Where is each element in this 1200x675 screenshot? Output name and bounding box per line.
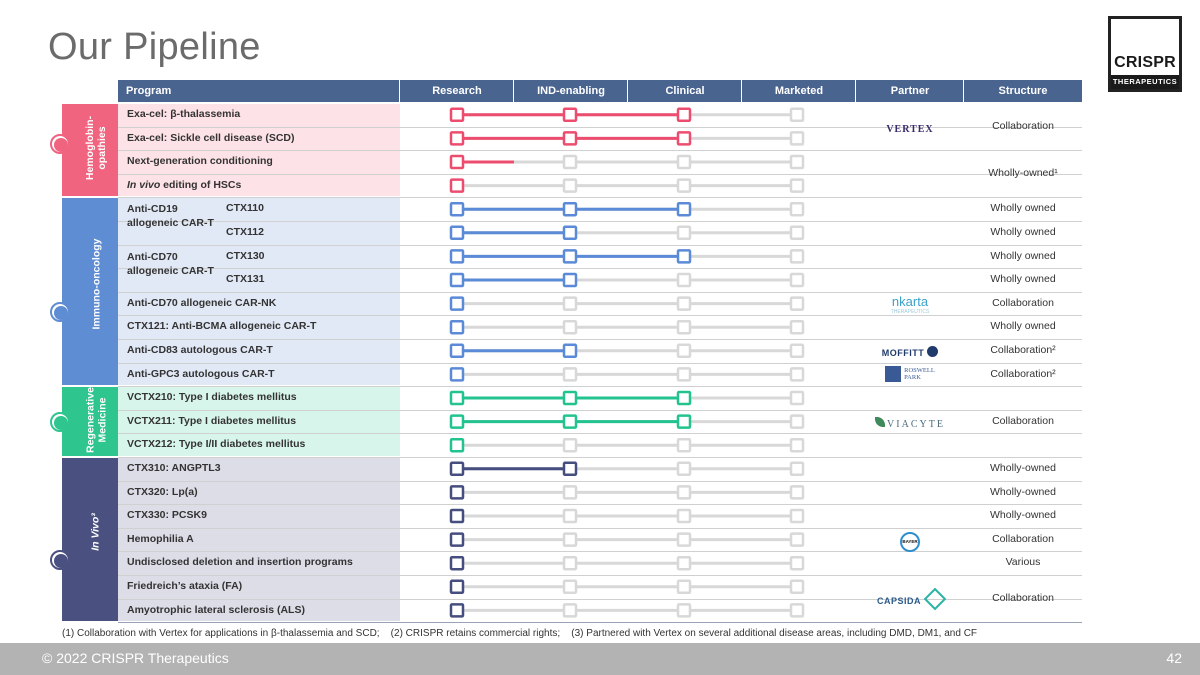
- stage-marker: [678, 510, 690, 522]
- stage-marker: [791, 486, 803, 498]
- stage-marker: [678, 321, 690, 333]
- stage-marker: [791, 321, 803, 333]
- stage-marker: [564, 486, 576, 498]
- roswell-wordmark-line: ROSWELL: [904, 367, 935, 375]
- stage-marker: [791, 203, 803, 215]
- stage-marker: [791, 392, 803, 404]
- stage-marker: [451, 368, 463, 380]
- structure-cell: Wholly-owned: [990, 485, 1056, 498]
- stage-marker: [791, 345, 803, 357]
- stage-marker: [678, 345, 690, 357]
- capsida-emblem: [924, 588, 947, 611]
- page-number: 42: [1166, 650, 1182, 666]
- stage-marker: [451, 486, 463, 498]
- structure-cell-merged: Wholly-owned¹: [988, 166, 1058, 179]
- roswell-wordmark: [904, 367, 935, 381]
- stage-marker: [451, 557, 463, 569]
- stage-marker: [678, 156, 690, 168]
- vertex-logo: [856, 119, 964, 137]
- stage-marker: [564, 510, 576, 522]
- nkarta-logo: [856, 293, 964, 315]
- capsida-logo: [856, 591, 964, 609]
- program-group-label: allogeneic CAR-T: [127, 264, 214, 277]
- stage-marker: [791, 510, 803, 522]
- stage-marker: [564, 604, 576, 616]
- stage-marker: [791, 416, 803, 428]
- moffitt-emblem: [927, 346, 938, 357]
- stage-marker: [564, 180, 576, 192]
- structure-cell: Various: [1005, 556, 1041, 569]
- stage-marker: [564, 439, 576, 451]
- copyright: © 2022 CRISPR Therapeutics: [42, 650, 229, 666]
- program-name: Anti-GPC3 autologous CAR-T: [127, 367, 275, 380]
- stage-marker: [791, 298, 803, 310]
- stage-marker: [791, 557, 803, 569]
- stage-marker: [791, 250, 803, 262]
- stage-marker: [451, 227, 463, 239]
- stage-marker: [678, 534, 690, 546]
- program-name: In vivo editing of HSCs: [127, 178, 242, 191]
- stage-marker: [791, 274, 803, 286]
- program-name: VCTX211: Type I diabetes mellitus: [127, 414, 297, 427]
- program-name: CTX130: [226, 249, 265, 262]
- stage-marker: [791, 439, 803, 451]
- program-name: CTX131: [226, 273, 265, 286]
- program-name: Friedreich’s ataxia (FA): [127, 580, 243, 592]
- stage-marker: [451, 345, 463, 357]
- moffitt-logo-text: MOFFITT: [881, 347, 925, 358]
- stage-marker: [451, 109, 463, 121]
- program-name: CTX310: ANGPTL3: [127, 462, 221, 474]
- stage-marker: [451, 321, 463, 333]
- header-marketed: Marketed: [774, 85, 824, 97]
- stage-marker: [678, 439, 690, 451]
- program-group-label: Anti-CD70: [127, 250, 178, 263]
- stage-marker: [564, 156, 576, 168]
- stage-marker: [451, 604, 463, 616]
- stage-marker: [451, 581, 463, 593]
- header-clinical: Clinical: [665, 85, 705, 97]
- stage-marker: [564, 416, 576, 428]
- structure-cell: Wholly-owned: [990, 509, 1056, 522]
- structure-cell-merged: Collaboration: [992, 591, 1054, 604]
- program-name: CTX110: [226, 202, 264, 215]
- stage-marker: [564, 392, 576, 404]
- moffitt-logo: [856, 343, 964, 361]
- stage-marker: [564, 534, 576, 546]
- program-name: Exa-cel: Sickle cell disease (SCD): [127, 131, 295, 144]
- stage-marker: [791, 227, 803, 239]
- category-label-line2: opathies: [96, 126, 109, 170]
- stage-marker: [564, 274, 576, 286]
- category-label-line2: Medicine: [96, 397, 109, 443]
- structure-cell: Collaboration: [992, 296, 1054, 309]
- stage-marker: [678, 557, 690, 569]
- program-group-label: Anti-CD19: [127, 203, 178, 216]
- stage-marker: [791, 180, 803, 192]
- category-label-line1: Regenerative: [84, 386, 97, 453]
- stage-marker: [791, 368, 803, 380]
- viacyte-logo-text: VIACYTE: [887, 418, 945, 430]
- stage-marker: [678, 109, 690, 121]
- stage-marker: [564, 345, 576, 357]
- stage-marker: [791, 604, 803, 616]
- stage-marker: [451, 298, 463, 310]
- program-name: CTX112: [226, 226, 264, 238]
- stage-marker: [451, 463, 463, 475]
- header-program: Program: [126, 85, 172, 97]
- stage-marker: [451, 510, 463, 522]
- structure-cell: Wholly owned: [990, 320, 1056, 333]
- stage-marker: [564, 250, 576, 262]
- header-ind-enabling: IND-enabling: [537, 85, 605, 97]
- stage-marker: [451, 203, 463, 215]
- structure-cell: Collaboration²: [990, 344, 1056, 356]
- logo-wordmark: CRISPR: [1114, 54, 1176, 71]
- program-name: Exa-cel: β-thalassemia: [127, 108, 241, 120]
- stage-marker: [678, 274, 690, 286]
- stage-marker: [791, 581, 803, 593]
- stage-marker: [564, 368, 576, 380]
- stage-marker: [678, 416, 690, 428]
- stage-marker: [451, 156, 463, 168]
- header-partner: Partner: [890, 85, 930, 97]
- stage-marker: [564, 557, 576, 569]
- program-name: VCTX212: Type I/II diabetes mellitus: [127, 438, 306, 451]
- category-label-line1: Immuno-oncology: [90, 238, 103, 330]
- stage-marker: [451, 392, 463, 404]
- structure-cell-merged: Collaboration: [992, 414, 1054, 427]
- stage-marker: [451, 439, 463, 451]
- stage-marker: [451, 132, 463, 144]
- stage-marker: [791, 156, 803, 168]
- structure-cell: Wholly-owned: [990, 462, 1056, 474]
- stage-marker: [791, 463, 803, 475]
- stage-marker: [678, 463, 690, 475]
- bayer-logo: [856, 530, 964, 552]
- stage-marker: [678, 368, 690, 380]
- logo-subtitle: THERAPEUTICS: [1111, 75, 1179, 89]
- capsida-logo-text: CAPSIDA: [876, 595, 921, 606]
- program-name: CTX330: PCSK9: [127, 509, 207, 522]
- stage-marker: [678, 132, 690, 144]
- stage-marker: [451, 274, 463, 286]
- stage-marker: [564, 132, 576, 144]
- stage-marker: [791, 534, 803, 546]
- program-name: Next-generation conditioning: [127, 155, 273, 168]
- stage-marker: [678, 180, 690, 192]
- stage-marker: [678, 604, 690, 616]
- footer-bar: [0, 643, 1200, 675]
- viacyte-leaf-icon: [875, 417, 885, 427]
- program-name: Undisclosed deletion and insertion programs: [127, 556, 353, 569]
- nkarta-logo-text: nkarta: [891, 293, 929, 309]
- stage-marker: [678, 486, 690, 498]
- category-label-line1: In Vivo³: [90, 512, 102, 551]
- stage-marker: [451, 180, 463, 192]
- stage-marker: [791, 109, 803, 121]
- program-name: Anti-CD70 allogeneic CAR-NK: [127, 296, 277, 309]
- roswell-wordmark-line: PARK: [904, 374, 921, 382]
- stage-marker: [564, 227, 576, 239]
- stage-marker: [564, 581, 576, 593]
- roswell-park-logo: [856, 365, 964, 383]
- stage-marker: [564, 203, 576, 215]
- stage-marker: [451, 416, 463, 428]
- program-name: Hemophilia A: [127, 532, 194, 545]
- bayer-cross-emblem: BAYER: [900, 532, 920, 552]
- stage-marker: [678, 203, 690, 215]
- structure-cell: Collaboration: [992, 532, 1054, 545]
- footnote: (1) Collaboration with Vertex for applications in β-thalassemia and SCD; (2) CRISPR retains commercial rights; (3) Partnered with Vertex on several additional disease areas, including DMD, DM1, and CF: [62, 628, 978, 639]
- structure-cell: Wholly owned: [990, 226, 1056, 238]
- structure-cell: Wholly owned: [990, 273, 1056, 286]
- program-name: Amyotrophic lateral sclerosis (ALS): [127, 603, 305, 616]
- viacyte-logo: [856, 414, 964, 432]
- stage-marker: [678, 581, 690, 593]
- program-name: Anti-CD83 autologous CAR-T: [127, 344, 273, 356]
- stage-marker: [564, 463, 576, 475]
- stage-marker: [451, 534, 463, 546]
- page-title: Our Pipeline: [48, 26, 261, 68]
- stage-marker: [451, 250, 463, 262]
- stage-marker: [678, 250, 690, 262]
- stage-marker: [564, 109, 576, 121]
- program-group-label: allogeneic CAR-T: [127, 217, 214, 230]
- header-structure: Structure: [998, 85, 1048, 97]
- stage-marker: [791, 132, 803, 144]
- structure-cell: Wholly owned: [990, 202, 1056, 215]
- stage-marker: [678, 392, 690, 404]
- stage-marker: [678, 298, 690, 310]
- header-research: Research: [432, 85, 482, 97]
- structure-cell-merged: Collaboration: [992, 119, 1054, 132]
- program-name: CTX320: Lp(a): [127, 485, 198, 498]
- stage-marker: [678, 227, 690, 239]
- nkarta-subtitle: THERAPEUTICS: [890, 308, 930, 315]
- stage-marker: [564, 321, 576, 333]
- vertex-logo-text: VERTEX: [886, 123, 934, 135]
- program-name: CTX121: Anti-BCMA allogeneic CAR-T: [127, 320, 317, 333]
- structure-cell: Wholly owned: [990, 249, 1056, 262]
- category-label-line1: Hemoglobin-: [84, 116, 97, 181]
- structure-cell: Collaboration²: [990, 367, 1056, 380]
- program-name: VCTX210: Type I diabetes mellitus: [127, 391, 297, 404]
- stage-marker: [564, 298, 576, 310]
- roswell-emblem: [885, 366, 901, 382]
